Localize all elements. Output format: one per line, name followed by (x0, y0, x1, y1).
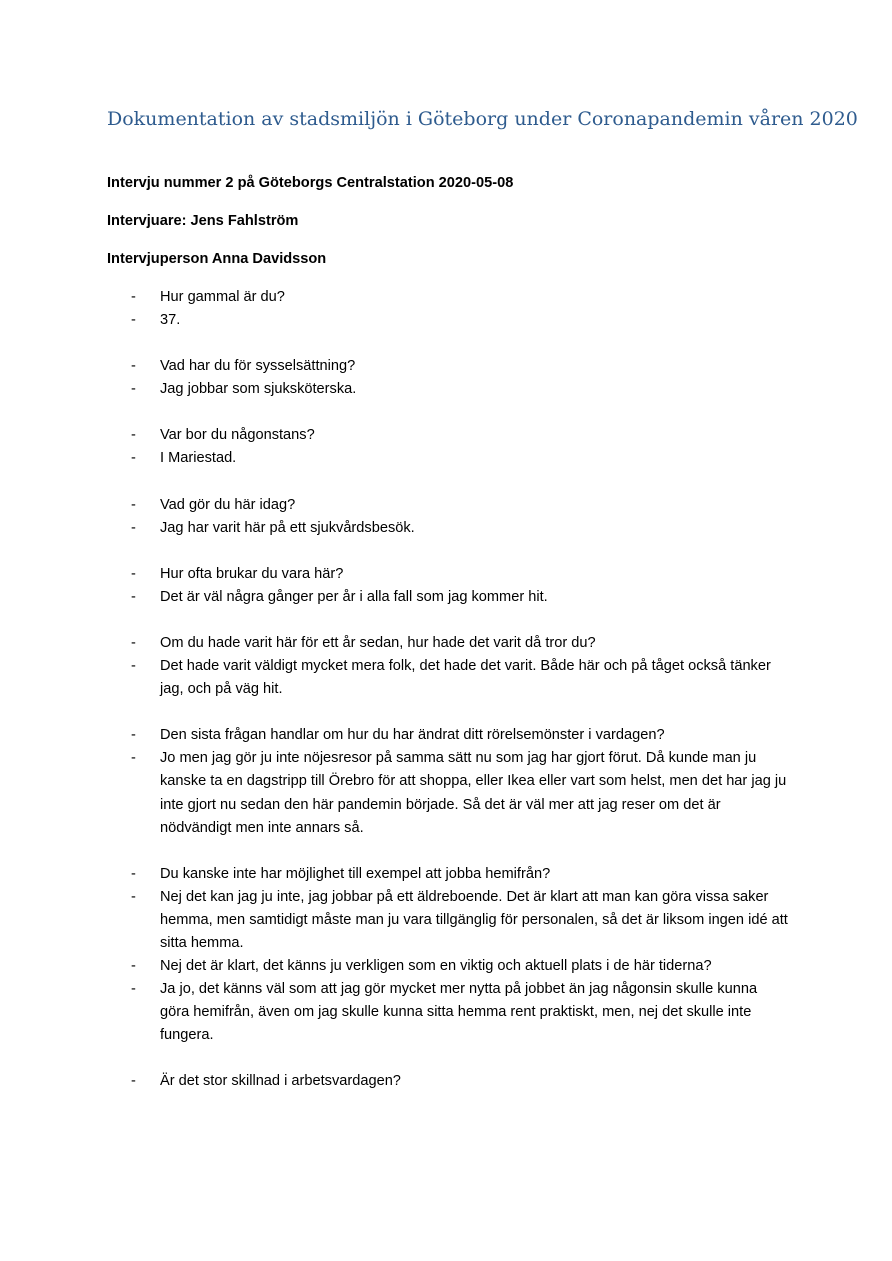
qa-line-text: Nej det kan jag ju inte, jag jobbar på ett äldreboende. Det är klart att man kan göra vissa saker hemma, men samtidigt måste man ju vara tillgänglig för personalen, så det är liksom ingen idé att sitta hemma. (160, 888, 788, 951)
qa-line (0, 286, 892, 309)
list-dash: - (131, 750, 136, 767)
interviewer-line: Intervjuare: Jens Fahlström (107, 213, 299, 229)
qa-group (0, 863, 892, 1048)
qa-group (0, 424, 892, 470)
qa-line (0, 447, 892, 470)
list-dash: - (131, 727, 136, 744)
qa-line (0, 978, 892, 1047)
list-dash: - (131, 958, 136, 975)
qa-group (0, 563, 892, 609)
list-dash: - (131, 381, 136, 398)
list-dash: - (131, 565, 136, 582)
qa-line-text: Var bor du någonstans? (160, 427, 315, 444)
interviewee-line: Intervjuperson Anna Davidsson (107, 251, 327, 267)
list-dash: - (131, 519, 136, 536)
qa-line (0, 747, 892, 839)
qa-line-text: Det är väl några gånger per år i alla fall som jag kommer hit. (160, 588, 548, 605)
qa-line-text: 37. (160, 312, 181, 329)
list-dash: - (131, 312, 136, 329)
qa-line-text: Nej det är klart, det känns ju verkligen som en viktig och aktuell plats i de här tiderna? (160, 958, 712, 975)
list-dash: - (131, 865, 136, 882)
qa-line-text: Den sista frågan handlar om hur du har ändrat ditt rörelsemönster i vardagen? (160, 727, 665, 744)
qa-line-text: Det hade varit väldigt mycket mera folk, det hade det varit. Både här och på tåget också tänker jag, och på väg hit. (160, 658, 771, 698)
qa-group (0, 286, 892, 332)
qa-line (0, 494, 892, 517)
qa-line-text: Du kanske inte har möjlighet till exempel att jobba hemifrån? (160, 865, 551, 882)
qa-line (0, 632, 892, 655)
list-dash: - (131, 289, 136, 305)
list-dash: - (131, 358, 136, 375)
qa-line (0, 1070, 892, 1093)
interview-qa-list (0, 286, 892, 1117)
list-dash: - (131, 981, 136, 998)
qa-line-text: Om du hade varit här för ett år sedan, hur hade det varit då tror du? (160, 634, 596, 651)
list-dash: - (131, 588, 136, 605)
qa-line-text: I Mariestad. (160, 450, 237, 467)
qa-line (0, 886, 892, 955)
qa-line-text: Jag har varit här på ett sjukvårdsbesök. (160, 519, 415, 536)
qa-group (0, 355, 892, 401)
document-title: Dokumentation av stadsmiljön i Göteborg under Coronapandemin våren 2020 (107, 108, 858, 130)
qa-line-text: Jo men jag gör ju inte nöjesresor på samma sätt nu som jag har gjort förut. Då kunde man ju kanske ta en dagstripp till Örebro för att shoppa, eller Ikea eller vart som helst, men det har jag ju inte gjort nu sedan den här pandemin började. Så det är väl mer att jag reser om det är nödvändigt men inte annars så. (160, 750, 787, 836)
qa-line-text: Hur gammal är du? (160, 289, 285, 305)
qa-line (0, 655, 892, 701)
list-dash: - (131, 427, 136, 444)
qa-group (0, 724, 892, 839)
qa-line-text: Jag jobbar som sjuksköterska. (160, 381, 357, 398)
qa-line (0, 355, 892, 378)
list-dash: - (131, 450, 136, 467)
qa-line-text: Vad har du för sysselsättning? (160, 358, 356, 375)
qa-line (0, 424, 892, 447)
list-dash: - (131, 1073, 136, 1090)
qa-group (0, 1070, 892, 1093)
list-dash: - (131, 634, 136, 651)
list-dash: - (131, 888, 136, 905)
qa-line-text: Vad gör du här idag? (160, 496, 296, 513)
qa-line (0, 378, 892, 401)
qa-line (0, 724, 892, 747)
qa-group (0, 494, 892, 540)
qa-line-text: Är det stor skillnad i arbetsvardagen? (160, 1073, 401, 1090)
qa-line (0, 955, 892, 978)
list-dash: - (131, 496, 136, 513)
qa-group (0, 632, 892, 701)
qa-line (0, 563, 892, 586)
list-dash: - (131, 658, 136, 675)
interview-heading: Intervju nummer 2 på Göteborgs Centralstation 2020-05-08 (107, 175, 514, 191)
qa-line (0, 517, 892, 540)
qa-line (0, 586, 892, 609)
qa-line (0, 309, 892, 332)
qa-line-text: Hur ofta brukar du vara här? (160, 565, 344, 582)
qa-line (0, 863, 892, 886)
qa-line-text: Ja jo, det känns väl som att jag gör mycket mer nytta på jobbet än jag någonsin skulle kunna göra hemifrån, även om jag skulle kunna sitta hemma rent praktiskt, men, nej det skulle inte fungera. (160, 981, 758, 1044)
